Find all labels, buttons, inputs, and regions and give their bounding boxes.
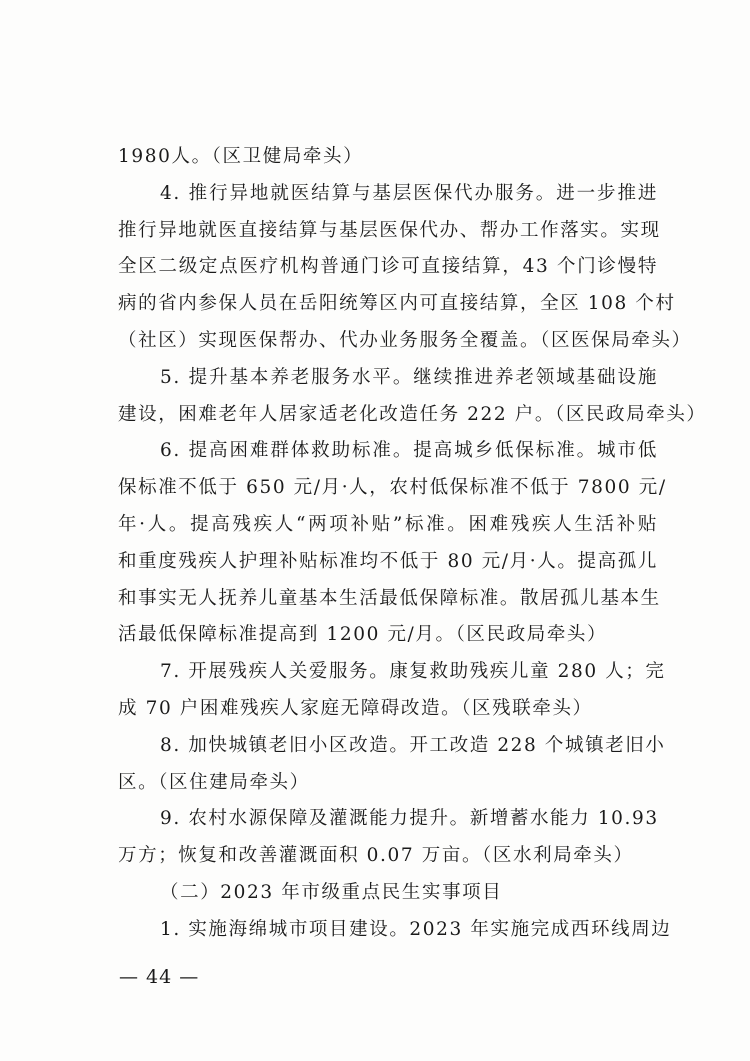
section-heading: （二）2023 年市级重点民生实事项目 xyxy=(160,881,503,903)
text-line: 建设，困难老年人居家适老化改造任务 222 户。（区民政局牵头） xyxy=(118,403,707,425)
page-number: — 44 — xyxy=(119,966,200,988)
text-line: 病的省内参保人员在岳阳统筹区内可直接结算，全区 108 个村 xyxy=(118,293,676,315)
text-line: 推行异地就医直接结算与基层医保代办、帮办工作落实。实现 xyxy=(118,219,661,241)
text-line: 和事实无人抚养儿童基本生活最低保障标准。散居孤儿基本生 xyxy=(118,587,661,609)
text-line: 4. 推行异地就医结算与基层医保代办服务。进一步推进 xyxy=(160,182,658,204)
text-line: 保标准不低于 650 元/月·人，农村低保标准不低于 7800 元/ xyxy=(118,477,667,499)
text-line: 8. 加快城镇老旧小区改造。开工改造 228 个城镇老旧小 xyxy=(160,734,666,756)
text-line: （社区）实现医保帮办、代办业务服务全覆盖。（区医保局牵头） xyxy=(118,329,692,351)
text-line: 5. 提升基本养老服务水平。继续推进养老领域基础设施 xyxy=(160,366,658,388)
text-line: 6. 提高困难群体救助标准。提高城乡低保标准。城市低 xyxy=(160,440,658,462)
text-line: 和重度残疾人护理补贴标准均不低于 80 元/月·人。提高孤儿 xyxy=(118,550,658,572)
text-line: 活最低保障标准提高到 1200 元/月。（区民政局牵头） xyxy=(118,624,608,646)
text-line: 成 70 户困难残疾人家庭无障碍改造。（区残联牵头） xyxy=(118,697,593,719)
text-line: 年·人。提高残疾人“两项补贴”标准。困难残疾人生活补贴 xyxy=(118,513,658,535)
text-line: 万方；恢复和改善灌溉面积 0.07 万亩。（区水利局牵头） xyxy=(118,845,634,867)
text-line: 全区二级定点医疗机构普通门诊可直接结算，43 个门诊慢特 xyxy=(118,256,658,278)
text-line: 7. 开展残疾人关爱服务。康复救助残疾儿童 280 人；完 xyxy=(160,661,666,683)
text-line: 1. 实施海绵城市项目建设。2023 年实施完成西环线周边 xyxy=(160,918,672,940)
body-text xyxy=(118,139,707,949)
text-line: 1980人。（区卫健局牵头） xyxy=(118,146,364,167)
text-line: 9. 农村水源保障及灌溉能力提升。新增蓄水能力 10.93 xyxy=(160,808,659,830)
text-line: 区。（区住建局牵头） xyxy=(118,771,310,793)
